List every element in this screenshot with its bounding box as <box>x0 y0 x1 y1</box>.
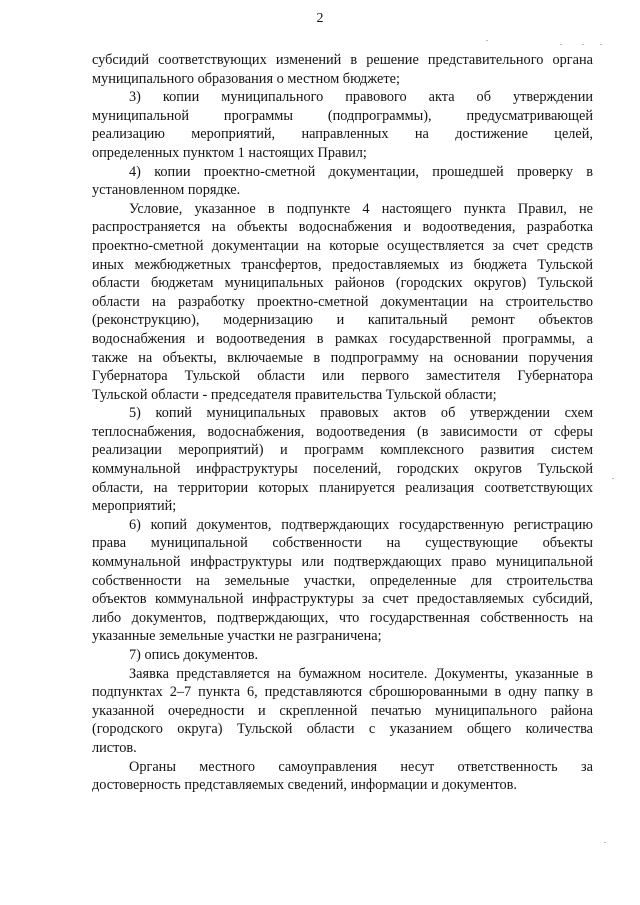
text-line: определенных пунктом 1 настоящих Правил; <box>92 144 367 161</box>
paragraph-5 <box>92 404 593 516</box>
text-line: собственности на земельные участки, определенные для строительства <box>92 572 593 589</box>
text-line: Условие, указанное в подпункте 4 настоящего пункта Правил, не <box>129 200 593 217</box>
paragraph-1 <box>92 51 593 88</box>
text-line: достоверность представляемых сведений, информации и документов. <box>92 777 517 794</box>
text-line: 4) копии проектно-сметной документации, прошедшей проверку в <box>129 163 593 180</box>
text-line: 6) копий документов, подтверждающих государственную регистрацию <box>129 516 593 533</box>
text-line: либо документов, подтверждающих, что государственная собственность на <box>92 609 593 626</box>
text-line: Тульской области - председателя правительства Тульской области; <box>92 386 497 403</box>
scan-speck <box>582 44 584 45</box>
text-line: области, на территории которых планируется реализация соответствующих <box>92 479 593 496</box>
scan-speck <box>604 842 606 843</box>
text-line: муниципальной программы (подпрограммы), предусматривающей <box>92 107 593 124</box>
text-line: мероприятий; <box>92 498 177 515</box>
paragraph-7 <box>92 646 593 665</box>
text-line: коммунальной инфраструктуры поселений, городских округов Тульской <box>92 461 593 478</box>
text-line: указанные земельные участки не разграничена; <box>92 628 382 645</box>
text-line: проектно-сметной документации на которые осуществляется за счет средств <box>92 237 593 254</box>
page-number: 2 <box>316 11 324 26</box>
scan-speck <box>486 40 488 41</box>
text-line: коммунальной инфраструктуры или подтверждающих право муниципальной <box>92 554 593 571</box>
text-line: Губернатора Тульской области или первого заместителя Губернатора <box>92 368 593 385</box>
text-line: водоснабжения и водоотведения в рамках государственной программы, а <box>92 330 593 347</box>
paragraph-4 <box>92 200 593 405</box>
text-line: подпунктах 2–7 пункта 6, представляются сброшюрованными в одну папку в <box>92 684 593 701</box>
paragraph-3 <box>92 163 593 200</box>
text-line: 5) копий муниципальных правовых актов об утверждении схем <box>129 405 593 422</box>
paragraph-9 <box>92 758 593 795</box>
text-line: реализацию мероприятий, направленных на достижение целей, <box>92 126 593 143</box>
text-line: муниципального образования о местном бюджете; <box>92 70 400 87</box>
text-line: распространяется на объекты водоснабжения и водоотведения, разработка <box>92 219 593 236</box>
text-line: области бюджетам муниципальных районов (городских округов) Тульской <box>92 275 593 292</box>
paragraph-2 <box>92 88 593 162</box>
paragraph-8 <box>92 665 593 758</box>
text-line: (городского округа) Тульской области с указанием общего количества <box>92 721 593 738</box>
text-line: 3) копии муниципального правового акта об утверждении <box>129 89 593 106</box>
text-line: теплоснабжения, водоснабжения, водоотведения (в зависимости от сферы <box>92 423 593 440</box>
text-line: Органы местного самоуправления несут ответственность за <box>129 758 593 775</box>
scan-speck <box>600 44 602 45</box>
scan-speck <box>612 478 614 479</box>
text-line: (реконструкцию), модернизацию и капитальный ремонт объектов <box>92 312 593 329</box>
text-line: установленном порядке. <box>92 182 241 199</box>
text-line: 7) опись документов. <box>129 647 259 663</box>
text-line: листов. <box>92 739 137 756</box>
text-line: иных межбюджетных трансфертов, предоставляемых из бюджета Тульской <box>92 256 593 273</box>
text-line: субсидий соответствующих изменений в решение представительного органа <box>92 52 593 68</box>
scan-speck <box>560 44 562 45</box>
text-line: указанной очередности и скрепленной печатью муниципального района <box>92 702 593 719</box>
document-body <box>92 51 593 795</box>
text-line: объектов коммунальной инфраструктуры за счет предоставляемых субсидий, <box>92 591 593 608</box>
text-line: также на объекты, включаемые в подпрограмму на основании поручения <box>92 349 593 366</box>
text-line: реализации мероприятий) и программ комплексного развития систем <box>92 442 593 459</box>
text-line: Заявка представляется на бумажном носителе. Документы, указанные в <box>129 665 593 682</box>
text-line: права муниципальной собственности на существующие объекты <box>92 535 593 552</box>
paragraph-6 <box>92 516 593 646</box>
text-line: области на разработку проектно-сметной документации на строительство <box>92 293 593 310</box>
